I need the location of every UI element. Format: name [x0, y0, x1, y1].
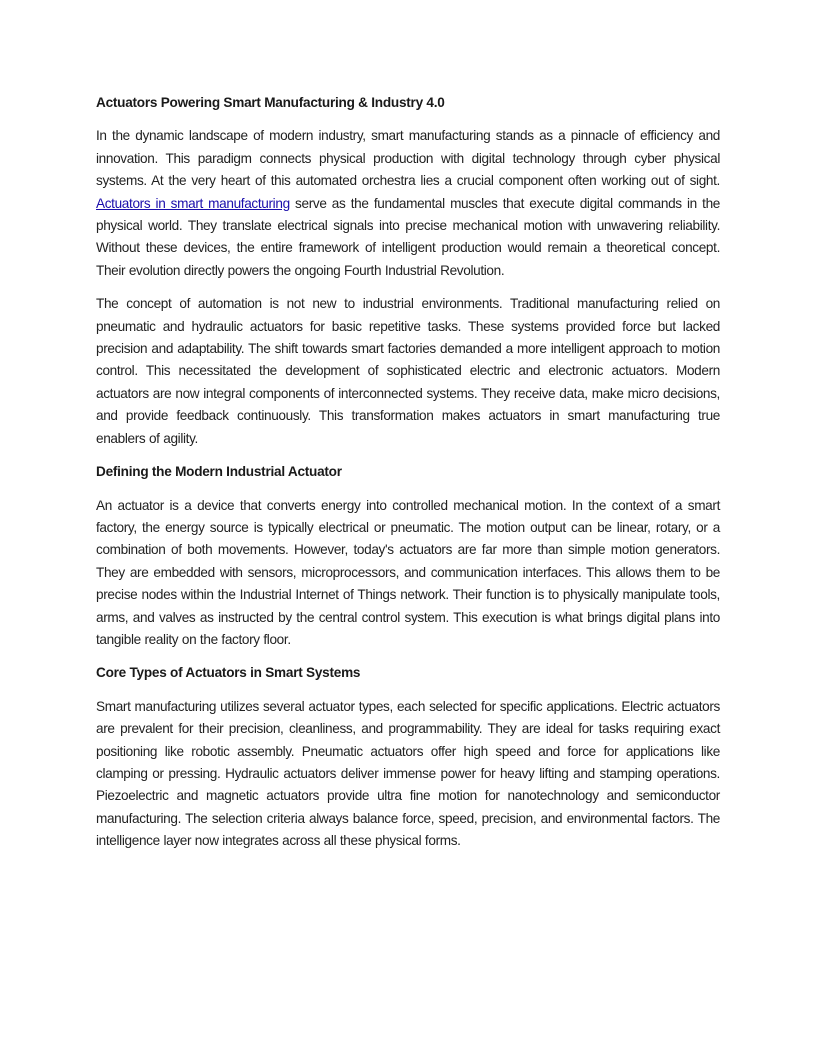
intro-paragraph-1 — [96, 125, 720, 282]
intro-paragraph-2: The concept of automation is not new to industrial environments. Traditional manufacturing relied on pneumatic and hydraulic actuators for basic repetitive tasks. These systems provided force but lacked precision and adaptability. The shift towards smart factories demanded a more intelligent approach to motion control. This necessitated the development of sophisticated electric and electronic actuators. Modern actuators are now integral components of interconnected systems. They receive data, make micro decisions, and provide feedback continuously. This transformation makes actuators in smart manufacturing true enablers of agility. — [96, 296, 720, 446]
actuators-in-smart-manufacturing-link[interactable]: Actuators in smart manufacturing — [96, 195, 290, 211]
section-body-defining: An actuator is a device that converts energy into controlled mechanical motion. In the context of a smart factory, the energy source is typically electrical or pneumatic. The motion output can be linear, rotary, or a combination of both movements. However, today's actuators are far more than simple motion generators. They are embedded with sensors, microprocessors, and communication interfaces. This allows them to be precise nodes within the Industrial Internet of Things network. Their function is to physically manipulate tools, arms, and valves as instructed by the central control system. This execution is what brings digital plans into tangible reality on the factory floor. — [96, 497, 720, 647]
intro-text-before-link: In the dynamic landscape of modern industry, smart manufacturing stands as a pinnacle of efficiency and innovation. This paradigm connects physical production with digital technology through cyber physical systems. At the very heart of this automated orchestra lies a crucial component often working out of sight. — [96, 128, 720, 189]
intro-text-after-link: serve as the fundamental muscles that execute digital commands in the physical world. They translate electrical signals into precise mechanical motion with unwavering reliability. Without these devices, the entire framework of intelligent production would remain a theoretical concept. Their evolution directly powers the ongoing Fourth Industrial Revolution. — [96, 195, 720, 278]
section-body-core-types: Smart manufacturing utilizes several actuator types, each selected for specific applications. Electric actuators are prevalent for their precision, cleanliness, and programmability. They are ideal for tasks requiring exact positioning like robotic assembly. Pneumatic actuators offer high speed and force for applications like clamping or pressing. Hydraulic actuators deliver immense power for heavy lifting and stamping operations. Piezoelectric and magnetic actuators provide ultra fine motion for nanotechnology and semiconductor manufacturing. The selection criteria always balance force, speed, precision, and environmental factors. The intelligence layer now integrates across all these physical forms. — [96, 698, 720, 849]
document-title: Actuators Powering Smart Manufacturing & Industry 4.0 — [96, 95, 445, 110]
section-heading-core-types: Core Types of Actuators in Smart Systems — [96, 665, 361, 681]
section-heading-defining: Defining the Modern Industrial Actuator — [96, 464, 342, 480]
document-page — [96, 92, 720, 864]
